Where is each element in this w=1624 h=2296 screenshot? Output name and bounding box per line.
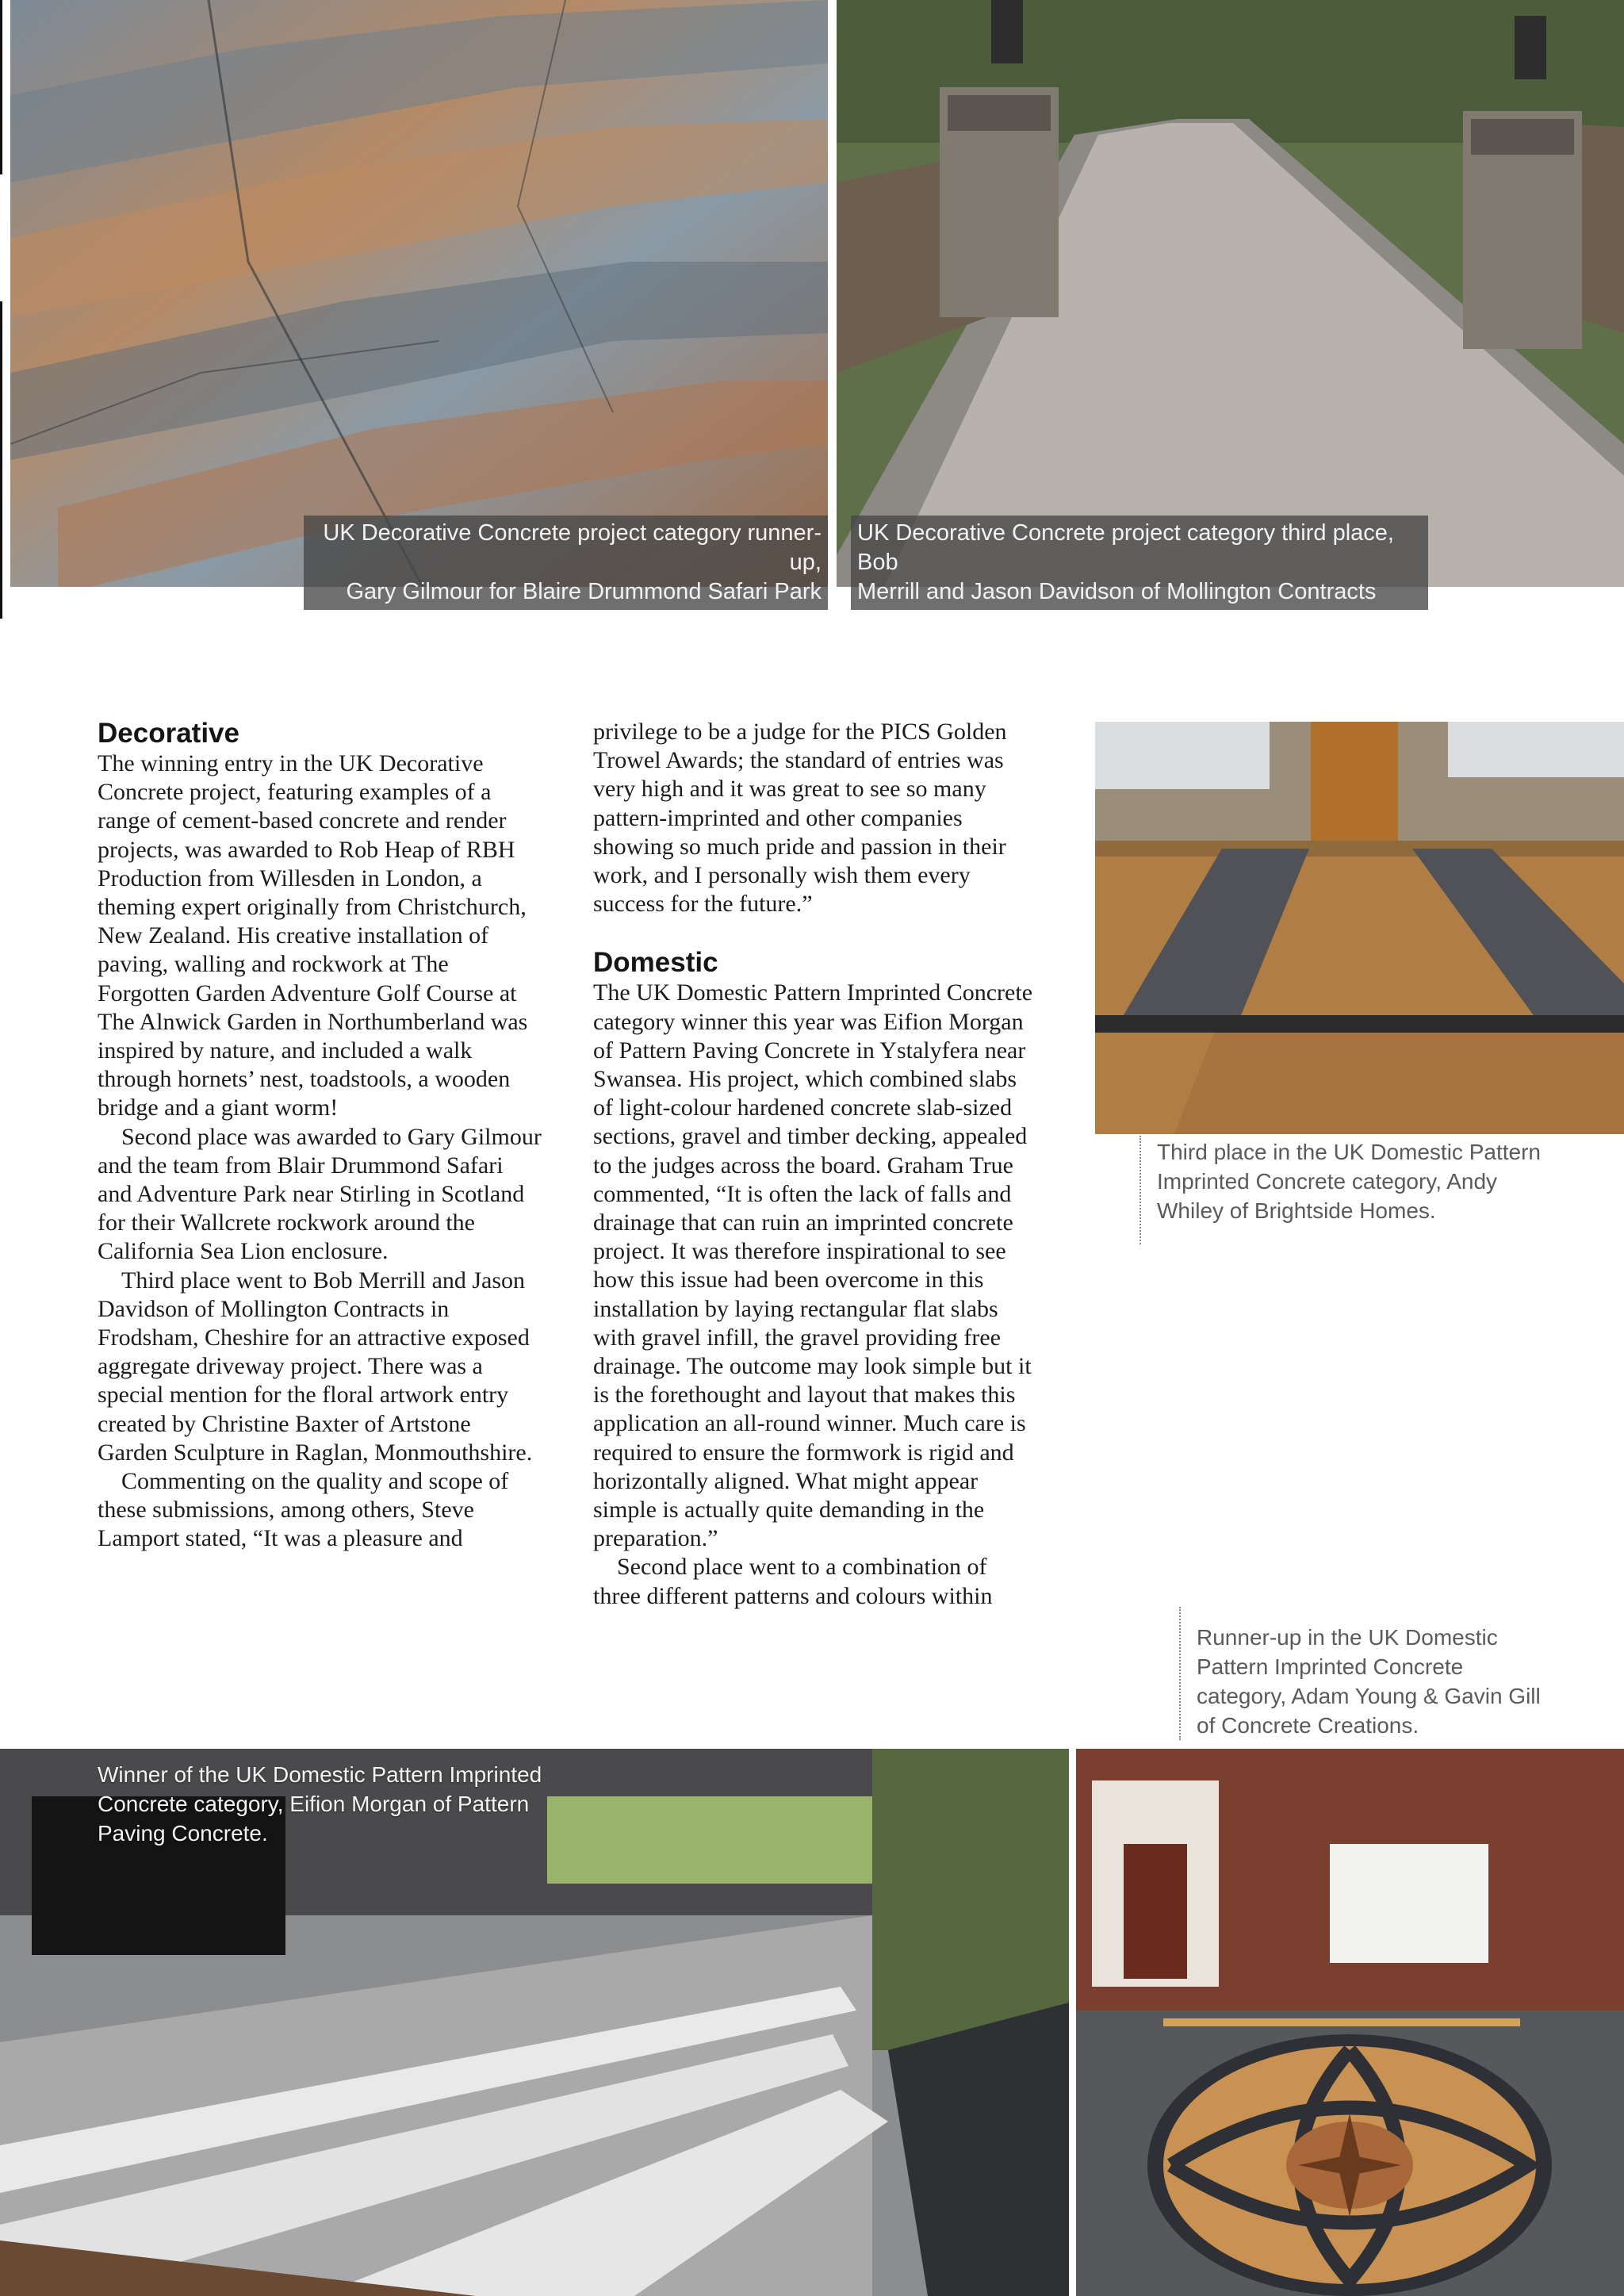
decorative-paragraph-4-continued: privilege to be a judge for the PICS Golden Trowel Awards; the standard of entries was very high and it was great to see so many pattern-imprinted and other companies showing so much pride and passion in their work, and I personally wish them every success for the future.”	[593, 719, 1007, 918]
section-heading-domestic: Domestic	[593, 947, 718, 979]
caption-decorative-third-place: UK Decorative Concrete project category third place, Bob Merrill and Jason Davidson of Mollington Contracts	[851, 516, 1428, 610]
decorative-paragraph-2: Second place was awarded to Gary Gilmour and the team from Blair Drummond Safari and Adventure Park near Stirling in Scotland for their Wallcrete rockwork around the California Sea Lion enclosure.	[98, 1123, 542, 1265]
decorative-paragraph-1: The winning entry in the UK Decorative Concrete project, featuring examples of a range of cement-based concrete and render projects, was awarded to Rob Heap of RBH Production from Willesden in London, a theming expert originally from Christchurch, New Zealand. His creative installation of paving, walling and rockwork at The Forgotten Garden Adventure Golf Course at The Alnwick Garden in Northumberland was inspired by nature, and included a walk through hornets’ nest, toadstools, a wooden bridge and a giant worm!	[98, 750, 528, 1121]
decorative-paragraph-4: Commenting on the quality and scope of these submissions, among others, Steve Lamport stated, “It was a pleasure and	[98, 1468, 509, 1552]
caption-domestic-runner-up: Runner-up in the UK Domestic Pattern Imprinted Concrete category, Adam Young & Gavin Gill of Concrete Creations.	[1179, 1607, 1609, 1740]
edge-mark-bottom	[0, 301, 2, 619]
article-column-2	[593, 718, 1037, 1611]
compass-driveway-photo	[1076, 1749, 1624, 2296]
striped-driveway-photo	[1095, 722, 1624, 1134]
caption-domestic-winner: Winner of the UK Domestic Pattern Imprinted Concrete category, Eifion Morgan of Pattern Paving Concrete.	[98, 1762, 542, 1846]
section-gap	[593, 918, 1037, 947]
domestic-paragraph-1: The UK Domestic Pattern Imprinted Concrete category winner this year was Eifion Morgan of Pattern Paving Concrete in Ystalyfera near Swansea. His project, which combined slabs of light-colour hardened concrete slab-sized sections, gravel and timber decking, appealed to the judges across the board. Graham True commented, “It is often the lack of falls and drainage that can ruin an imprinted concrete project. It was therefore inspirational to see how this issue had been overcome in this installation by laying rectangular flat slabs with gravel infill, the gravel providing free drainage. The outcome may look simple but it is the forethought and layout that makes this application an all-round winner. Much care is required to ensure the formwork is rigid and horizontally aligned. What might appear simple is actually quite demanding in the preparation.”	[593, 979, 1033, 1552]
decorative-paragraph-3: Third place went to Bob Merrill and Jason Davidson of Mollington Contracts in Frodsham, Cheshire for an attractive exposed aggregate driveway project. There was a special mention for the floral artwork entry created by Christine Baxter of Artstone Garden Sculpture in Raglan, Monmouthshire.	[98, 1267, 533, 1466]
edge-mark-top	[0, 0, 2, 174]
article-column-1	[98, 718, 542, 1554]
driveway-photo	[837, 0, 1624, 587]
caption-decorative-runner-up: UK Decorative Concrete project category runner-up, Gary Gilmour for Blaire Drummond Safari Park	[304, 516, 828, 610]
rockwork-photo	[10, 0, 828, 587]
caption-domestic-third-place: Third place in the UK Domestic Pattern Imprinted Concrete category, Andy Whiley of Brightside Homes.	[1139, 1136, 1569, 1244]
section-heading-decorative: Decorative	[98, 718, 239, 749]
domestic-paragraph-2: Second place went to a combination of three different patterns and colours within	[593, 1554, 993, 1609]
